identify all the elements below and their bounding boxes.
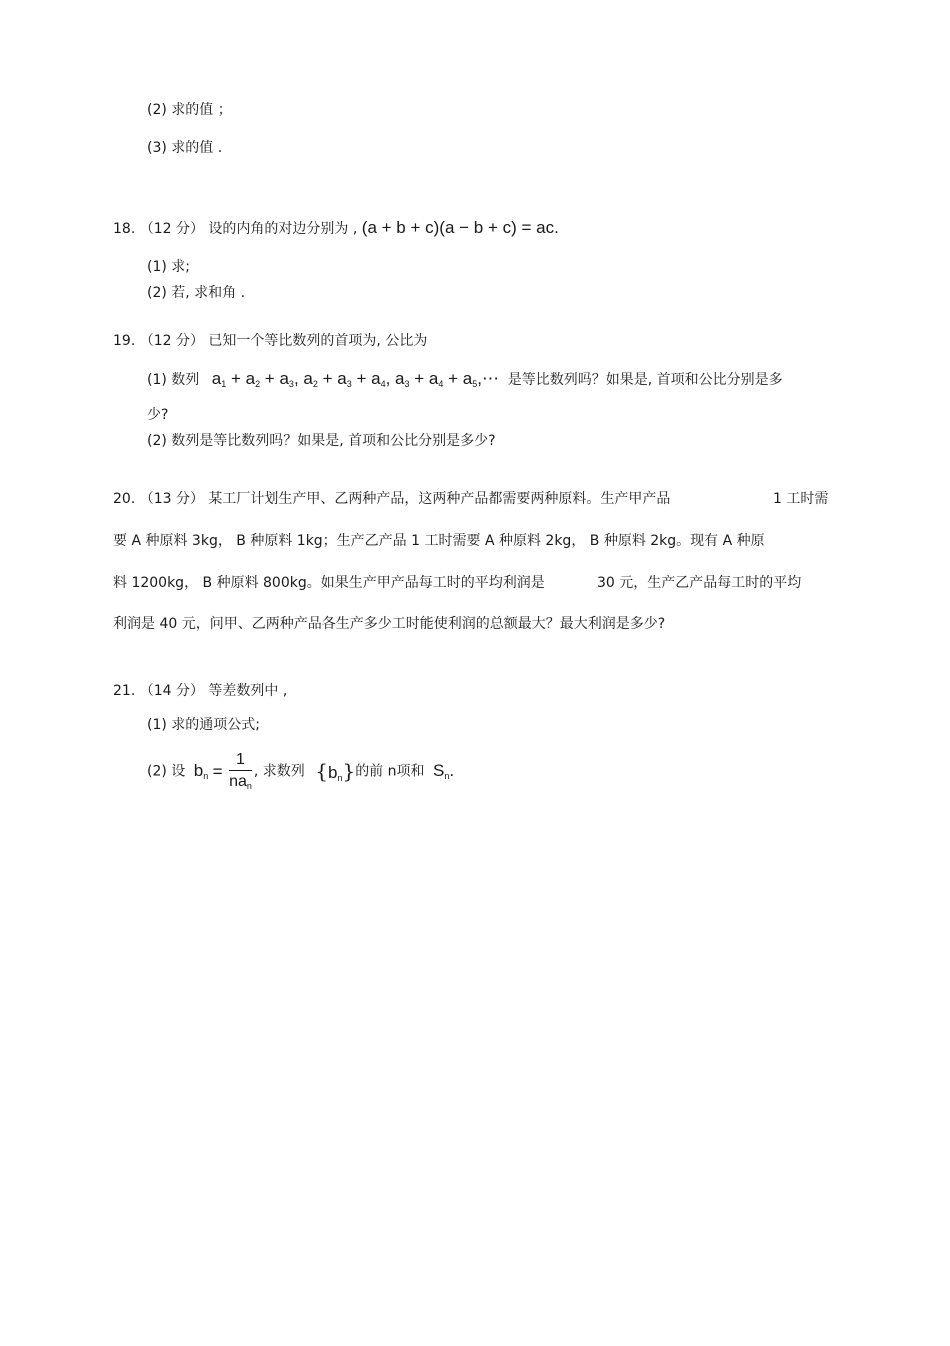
q20-line4: 利润是 40 元，问甲、乙两种产品各生产多少工时能使利润的总额最大？最大利润是多少? bbox=[113, 616, 666, 632]
q21-part2-prefix: (2) 设 bbox=[147, 763, 186, 780]
q19-heading: 19. （12 分） 已知一个等比数列的首项为, 公比为 bbox=[113, 333, 428, 349]
q20-line3-end: 30 元，生产乙产品每工时的平均 bbox=[597, 575, 802, 591]
q18-formula-end: . bbox=[554, 218, 559, 237]
q18-part1: (1) 求; bbox=[147, 259, 190, 275]
q19-part1-suffix: 是等比数列吗？如果是, 首项和公比分别是多 bbox=[507, 372, 783, 388]
q19-sequence-terms: $a_1 + a_2 + a_3$, $a_2 + a_3 + a_4$, $a_3 + a_4$ + $a_5,\cdots$ bbox=[211, 369, 499, 389]
q19-part1 bbox=[147, 370, 783, 389]
q18-part2: (2) 若, 求和角 . bbox=[147, 285, 246, 301]
q21-part2 bbox=[147, 752, 454, 791]
q20-line3: 料 1200kg， B 种原料 800kg。如果生产甲产品每工时的平均利润是 bbox=[113, 575, 545, 591]
q21-sequence-braces: $\{b_n\}$ bbox=[315, 758, 356, 783]
q20-line1: 20. （13 分） 某工厂计划生产甲、乙两种产品，这两种产品都需要两种原料。生产甲产品 bbox=[113, 491, 671, 507]
q19-part1-continued: 少? bbox=[147, 407, 169, 423]
q18-formula: (a + b + c)(a − b + c) = ac bbox=[361, 218, 555, 237]
q21-heading: 21. （14 分） 等差数列中 , bbox=[113, 683, 288, 699]
q17-part2: (2) 求的值 ； bbox=[147, 102, 232, 118]
q21-sn-term: $S_n$. bbox=[432, 761, 455, 781]
q20-line1-end: 1 工时需 bbox=[773, 491, 829, 507]
q21-fraction-denominator: $na_n$ bbox=[229, 773, 252, 791]
q18-heading bbox=[113, 219, 559, 236]
q21-bn-term: $b_n$ bbox=[193, 761, 209, 781]
q21-part2-mid: , 求数列 bbox=[253, 763, 305, 780]
q21-equals: = bbox=[212, 762, 223, 781]
q21-fraction bbox=[229, 752, 252, 791]
q18-head-text: 18. （12 分） 设的内角的对边分别为 , bbox=[113, 221, 358, 237]
q19-part2: (2) 数列是等比数列吗？如果是, 首项和公比分别是多少? bbox=[147, 433, 496, 449]
q17-part3: (3) 求的值 . bbox=[147, 140, 223, 156]
q21-fraction-numerator: 1 bbox=[229, 752, 252, 771]
q21-part2-suffix: 的前 n项和 bbox=[355, 763, 425, 780]
q19-part1-prefix: (1) 数列 bbox=[147, 372, 200, 388]
q20-line2: 要 A 种原料 3kg， B 种原料 1kg；生产乙产品 1 工时需要 A 种原料 2kg， B 种原料 2kg。现有 A 种原 bbox=[113, 533, 765, 549]
q21-part1: (1) 求的通项公式; bbox=[147, 717, 260, 733]
